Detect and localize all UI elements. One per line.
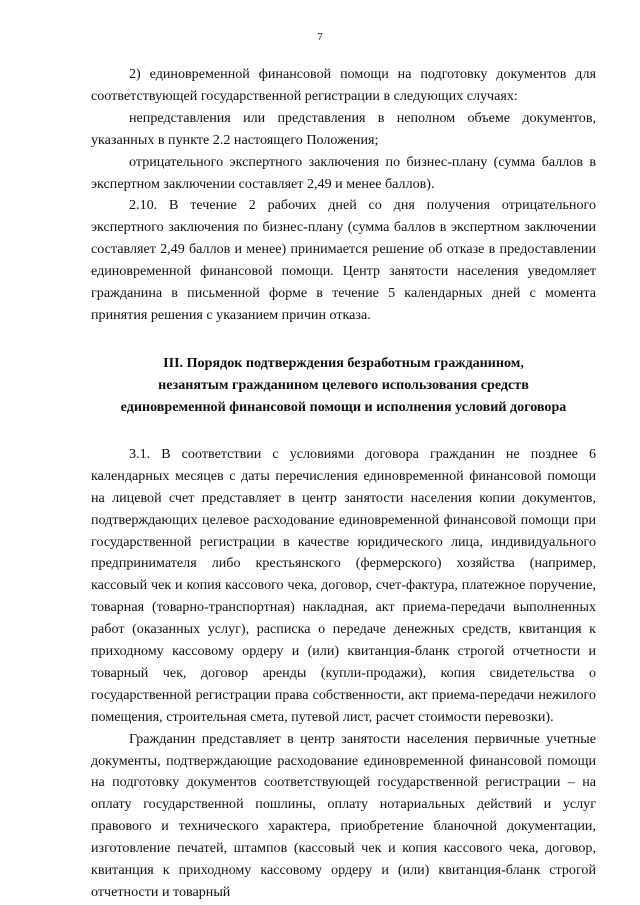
paragraph-clause-2-10: 2.10. В течение 2 рабочих дней со дня получения отрицательного экспертного заключения по бизнес-плану (сумма баллов в экспертном заключении составляет 2,49 баллов и менее) принимается решение об отказе в предоставлении единовременной финансовой помощи. Центр занятости населения уведомляет гражданина в письменной форме в течение 5 календарных дней с момента принятия решения с указанием причин отказа. bbox=[91, 197, 596, 323]
section-heading-iii bbox=[91, 352, 596, 418]
paragraph-subitem-2: 2) единовременной финансовой помощи на подготовку документов для соответствующей государственной регистрации в следующих случаях: bbox=[91, 66, 596, 104]
section-heading-line: единовременной финансовой помощи и исполнения условий договора bbox=[120, 398, 567, 415]
paragraph-case-negative-expert-opinion: отрицательного экспертного заключения по бизнес-плану (сумма баллов в экспертном заключении составляет 2,49 и менее баллов). bbox=[91, 153, 596, 192]
section-heading-line: III. Порядок подтверждения безработным гражданином, bbox=[163, 354, 524, 371]
paragraph-case-incomplete-documents: непредставления или представления в неполном объеме документов, указанных в пункте 2.2 настоящего Положения; bbox=[91, 109, 596, 148]
page-number: 7 bbox=[317, 31, 323, 43]
section-heading-line: незанятым гражданином целевого использования средств bbox=[158, 376, 529, 393]
paragraph-clause-3-1: 3.1. В соответствии с условиями договора гражданин не позднее 6 календарных месяцев с даты перечисления единовременной финансовой помощи на лицевой счет представляет в центр занятости населения копии документов, подтверждающих целевое расходование единовременной финансовой помощи при государственной регистрации в качестве юридического лица, индивидуального предпринимателя либо крестьянского (фермерского) хозяйства (например, кассовый чек и копия кассового чека, договор, счет-фактура, платежное поручение, товарная (товарно-транспортная) накладная, акт приема-передачи выполненных работ (оказанных услуг), расписка о передаче денежных средств, квитанция к приходному кассовому ордеру и (или) квитанция-бланк строгой отчетности и товарный чек, договор аренды (купли-продажи), копия свидетельства о государственной регистрации права собственности, акт приема-передачи нежилого помещения, строительная смета, путевой лист, расчет стоимости перевозки). bbox=[91, 445, 596, 725]
paragraph-citizen-submits: Гражданин представляет в центр занятости населения первичные учетные документы, подтверждающие расходование единовременной финансовой помощи на подготовку документов соответствующей государственной регистрации – на оплату государственной пошлины, оплату нотариальных действий и услуг правового и технического характера, приобретение бланочной документации, изготовление печатей, штампов (кассовый чек и копия кассового чека, договор, квитанция к приходному кассовому ордеру и (или) квитанция-бланк строгой отчетности и товарный bbox=[91, 730, 596, 900]
document-body bbox=[91, 64, 596, 904]
